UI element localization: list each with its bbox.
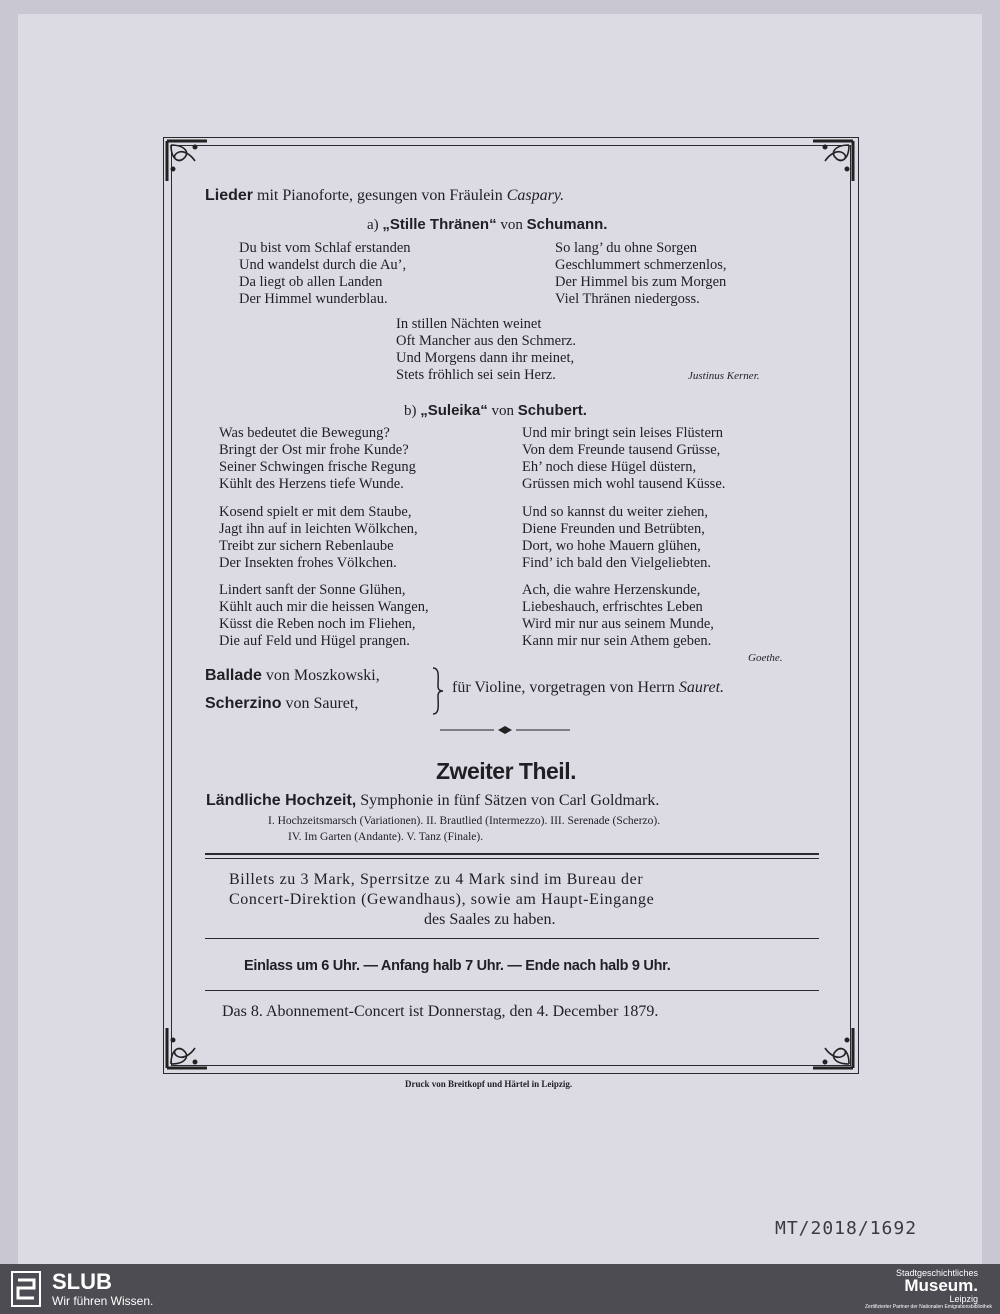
tickets-line-2: Concert-Direktion (Gewandhaus), sowie am Haupt-Eingange xyxy=(229,891,655,908)
tickets-line-1: Billets zu 3 Mark, Sperrsitze zu 4 Mark sind im Bureau der xyxy=(229,871,644,888)
double-rule-bottom xyxy=(205,858,819,859)
song-b-poet: Goethe. xyxy=(748,652,783,664)
movements-line-2: IV. Im Garten (Andante). V. Tanz (Finale). xyxy=(288,831,484,843)
song-b-stanza-left-2: Kosend spielt er mit dem Staube, Jagt ihn auf in leichten Wölkchen, Treibt zur sichern Rebenlaube Der Insekten frohes Völkchen. xyxy=(219,504,418,571)
symphony-line: Ländliche Hochzeit, Symphonie in fünf Sätzen von Carl Goldmark. xyxy=(206,792,660,809)
corner-ornament-icon xyxy=(811,139,855,183)
rule-times-bottom xyxy=(205,990,819,991)
violin-performer-line: für Violine, vorgetragen von Herrn Sauret. xyxy=(452,679,725,696)
movements-line-1: I. Hochzeitsmarsch (Variationen). II. Brautlied (Intermezzo). III. Serenade (Scherzo). xyxy=(268,815,661,827)
ballade-line: Ballade von Moszkowski, xyxy=(205,667,380,684)
scherzino-line: Scherzino von Sauret, xyxy=(205,695,359,712)
corner-ornament-icon xyxy=(165,1026,209,1070)
double-rule-top xyxy=(205,853,819,855)
slub-tagline: Wir führen Wissen. xyxy=(52,1294,154,1308)
brace-icon xyxy=(430,666,446,716)
ornament-divider-icon xyxy=(440,725,570,735)
lieder-heading: Lieder mit Pianoforte, gesungen von Fräulein Caspary. xyxy=(205,187,565,204)
museum-city: Leipzig xyxy=(949,1294,978,1304)
song-b-stanza-left-3: Lindert sanft der Sonne Glühen, Kühlt auch mir die heissen Wangen, Küsst die Reben noch im Fliehen, Die auf Feld und Hügel prangen. xyxy=(219,582,429,649)
song-b-stanza-left-1: Was bedeutet die Bewegung? Bringt der Ost mir frohe Kunde? Seiner Schwingen frische Regung Kühlt des Herzens tiefe Wunde. xyxy=(219,425,416,492)
printer-line: Druck von Breitkopf und Härtel in Leipzig. xyxy=(405,1079,573,1089)
corner-ornament-icon xyxy=(165,139,209,183)
tickets-line-3: des Saales zu haben. xyxy=(424,911,556,928)
footer-bar xyxy=(0,1264,1000,1314)
song-b-stanza-right-3: Ach, die wahre Herzenskunde, Liebeshauch, erfrischtes Leben Wird mir nur aus seinem Munde, Kann mir nur sein Athem geben. xyxy=(522,582,714,649)
part-two-heading: Zweiter Theil. xyxy=(436,758,576,784)
archive-stamp: MT/2018/1692 xyxy=(775,1218,918,1239)
times-line: Einlass um 6 Uhr. — Anfang halb 7 Uhr. — Ende nach halb 9 Uhr. xyxy=(244,958,671,974)
slub-logo-icon xyxy=(10,1270,42,1308)
museum-partner-note: Zertifizierter Partner der Nationalen Emigrationsbibliothek xyxy=(864,1304,992,1310)
rule-times-top xyxy=(205,938,819,939)
song-a-poet: Justinus Kerner. xyxy=(688,370,760,382)
slub-name: SLUB xyxy=(52,1269,112,1294)
next-concert-line: Das 8. Abonnement-Concert ist Donnerstag, den 4. December 1879. xyxy=(222,1003,659,1020)
song-b-title: b) „Suleika“ von Schubert. xyxy=(404,402,587,419)
song-a-stanza-right: So lang’ du ohne Sorgen Geschlummert schmerzenlos, Der Himmel bis zum Morgen Viel Thränen niedergoss. xyxy=(555,240,727,307)
song-b-stanza-right-2: Und so kannst du weiter ziehen, Diene Freunden und Betrübten, Dort, wo hohe Mauern glühen, Find’ ich bald den Vielgeliebten. xyxy=(522,504,712,571)
museum-name: Museum. xyxy=(904,1276,978,1295)
song-a-stanza-left: Du bist vom Schlaf erstanden Und wandelst durch die Au’, Da liegt ob allen Landen Der Himmel wunderblau. xyxy=(239,240,411,307)
song-a-stanza-center: In stillen Nächten weinet Oft Mancher aus den Schmerz. Und Morgens dann ihr meinet, Stets fröhlich sei sein Herz. xyxy=(396,316,576,383)
museum-line-1: Stadtgeschichtliches xyxy=(895,1268,978,1278)
song-a-title: a) „Stille Thränen“ von Schumann. xyxy=(367,216,608,233)
corner-ornament-icon xyxy=(811,1026,855,1070)
song-b-stanza-right-1: Und mir bringt sein leises Flüstern Von dem Freunde tausend Grüsse, Eh’ noch diese Hügel düstern, Grüssen mich wohl tausend Küsse. xyxy=(522,425,726,492)
